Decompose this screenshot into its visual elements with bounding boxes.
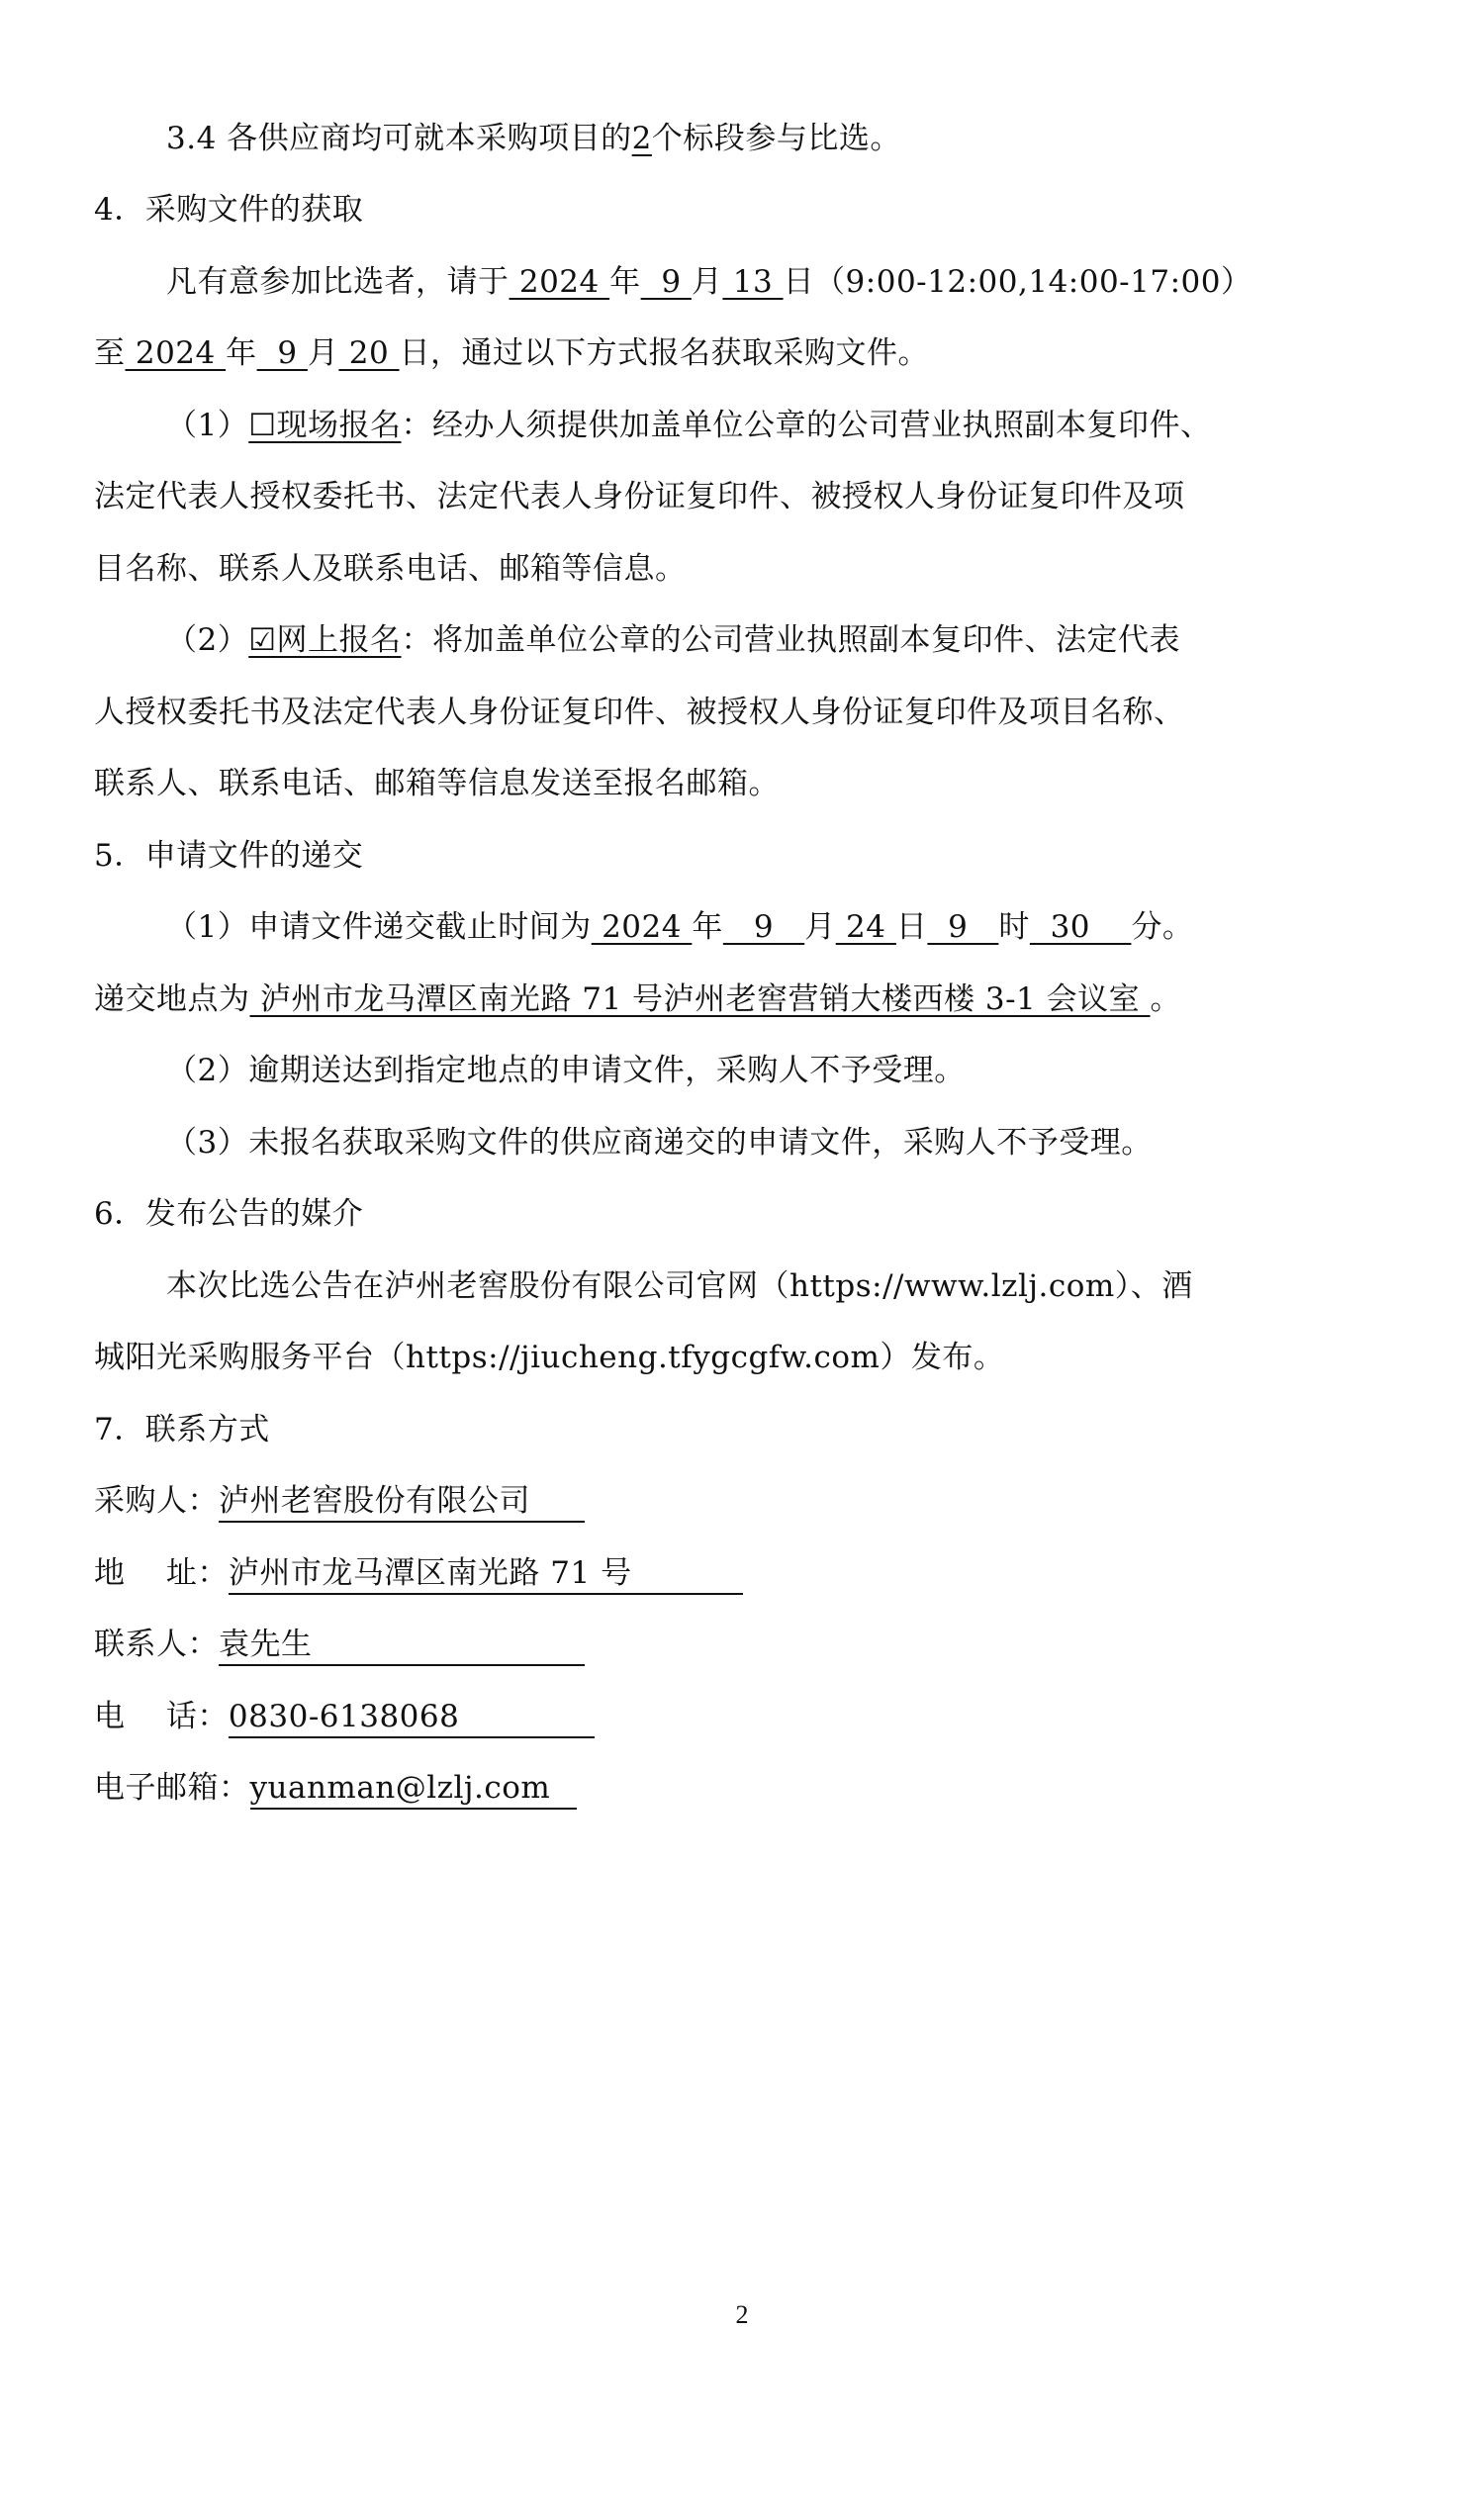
email-value[interactable]: yuanman@lzlj.com <box>250 1768 577 1810</box>
end-year: 2024 <box>125 335 227 371</box>
acquisition-period-start: 凡有意参加比选者，请于 2024 年 9 月 13 日（9:00-12:00,14:00-17:00） <box>166 264 1252 300</box>
section-5-heading: 5．申请文件的递交 <box>94 838 364 874</box>
start-month: 9 <box>640 264 692 300</box>
phone-value: 0830-6138068 <box>229 1697 595 1738</box>
online-registration-cont-1: 人授权委托书及法定代表人身份证复印件、被授权人身份证复印件及项目名称、 <box>94 695 1185 730</box>
deadline-minute: 30 <box>1029 909 1132 945</box>
deadline-day: 24 <box>835 909 896 945</box>
end-day: 20 <box>338 335 400 371</box>
page-number: 2 <box>735 2300 749 2329</box>
start-day: 13 <box>722 264 784 300</box>
address-value: 泸州市龙马潭区南光路 71 号 <box>229 1553 743 1595</box>
onsite-registration-cont-2: 目名称、联系人及联系电话、邮箱等信息。 <box>94 551 687 587</box>
online-registration-cont-2: 联系人、联系电话、邮箱等信息发送至报名邮箱。 <box>94 766 780 801</box>
publication-media-1: 本次比选公告在泸州老窖股份有限公司官网（https://www.lzlj.com）、酒 <box>166 1268 1193 1304</box>
section-7-heading: 7．联系方式 <box>94 1412 270 1447</box>
section-6-heading: 6．发布公告的媒介 <box>94 1196 364 1232</box>
publication-media-2: 城阳光采购服务平台（https://jiucheng.tfygcgfw.com）发布。 <box>94 1340 1005 1375</box>
contact-person: 联系人：袁先生 <box>94 1609 1380 1680</box>
deadline-hour: 9 <box>927 909 999 945</box>
late-submission-note: （2）逾期送达到指定地点的申请文件，采购人不予受理。 <box>166 1053 966 1088</box>
submission-address: 泸州市龙马潭区南光路 71 号泸州老窖营销大楼西楼 3-1 会议室 <box>249 981 1151 1017</box>
online-registration: （2）☑网上报名：将加盖单位公章的公司营业执照副本复印件、法定代表 <box>166 622 1181 658</box>
contact-email: 电子邮箱：yuanman@lzlj.com <box>94 1752 1380 1823</box>
deadline-year: 2024 <box>591 909 693 945</box>
onsite-registration-cont-1: 法定代表人授权委托书、法定代表人身份证复印件、被授权人身份证复印件及项 <box>94 479 1185 514</box>
submission-deadline: （1）申请文件递交截止时间为 2024 年 9 月 24 日 9 时 30 分。 <box>166 909 1194 945</box>
clause-3-4: 3.4 各供应商均可就本采购项目的2个标段参与比选。 <box>166 121 901 156</box>
section-4-heading: 4．采购文件的获取 <box>94 192 364 228</box>
online-registration-checkbox: ☑网上报名 <box>248 622 402 658</box>
onsite-registration: （1）☐现场报名：经办人须提供加盖单位公章的公司营业执照副本复印件、 <box>166 408 1212 443</box>
onsite-registration-checkbox: ☐现场报名 <box>248 408 402 443</box>
start-year: 2024 <box>509 264 610 300</box>
acquisition-period-end: 至 2024 年 9 月 20 日，通过以下方式报名获取采购文件。 <box>94 335 930 371</box>
unregistered-note: （3）未报名获取采购文件的供应商递交的申请文件，采购人不予受理。 <box>166 1125 1153 1161</box>
contact-address: 地 址：泸州市龙马潭区南光路 71 号 <box>94 1538 1380 1609</box>
contact-purchaser: 采购人：泸州老窖股份有限公司 <box>94 1465 1380 1537</box>
deadline-month: 9 <box>722 909 805 945</box>
end-month: 9 <box>256 335 308 371</box>
contact-phone: 电 话：0830-6138068 <box>94 1681 1380 1752</box>
contact-person-value: 袁先生 <box>219 1625 585 1666</box>
lot-count: 2 <box>631 121 652 156</box>
purchaser-value: 泸州老窖股份有限公司 <box>219 1481 585 1523</box>
submission-location: 递交地点为 泸州市龙马潭区南光路 71 号泸州老窖营销大楼西楼 3-1 会议室 。 <box>94 981 1181 1017</box>
